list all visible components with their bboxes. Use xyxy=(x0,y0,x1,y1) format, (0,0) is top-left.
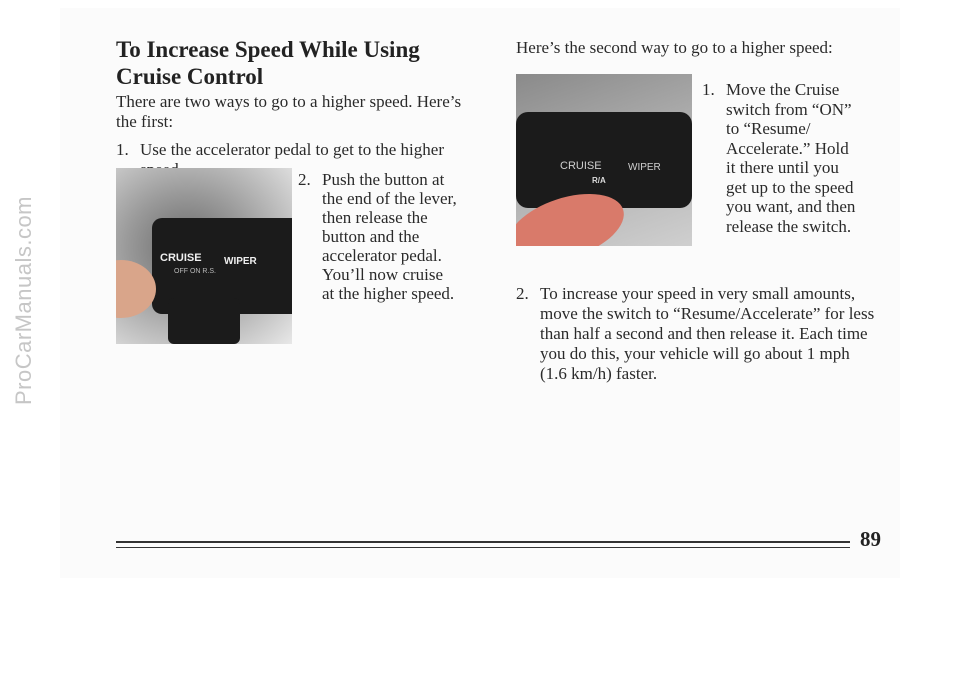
step-number: 1. xyxy=(702,80,715,99)
thumb xyxy=(116,260,156,318)
right-intro: Here’s the second way to go to a higher speed: xyxy=(516,38,833,57)
step-number: 2. xyxy=(516,284,529,303)
step-number: 1. xyxy=(116,140,129,159)
lever-body xyxy=(516,112,692,208)
cruise-lever-photo-2 xyxy=(516,74,692,246)
page-number: 89 xyxy=(860,527,881,551)
ra-label: R/A xyxy=(592,176,606,185)
cruise-label: CRUISE xyxy=(160,252,202,264)
right-step-1 xyxy=(702,80,862,236)
intro-paragraph: There are two ways to go to a higher speed. Here’s the first: xyxy=(116,92,462,131)
wiper-label: WIPER xyxy=(628,162,661,173)
step-text: Use the accelerator pedal to get to the higher xyxy=(140,140,444,159)
step-text: Move the Cruise switch from “ON” to “Resume/ Accelerate.” Hold it there until you get up to the speed you want, and then release the switch. xyxy=(726,80,856,236)
step-text: To increase your speed in very small amounts, move the switch to “Resume/Accelerate” for less than half a second and then release it. Each time you do this, your vehicle will go about 1 mph (1.6 km/h) faster. xyxy=(540,284,875,383)
footer-rule xyxy=(116,541,850,543)
left-step-2 xyxy=(298,170,458,303)
section-heading: To Increase Speed While Using Cruise Control xyxy=(116,37,420,89)
right-step-2 xyxy=(516,284,876,384)
wiper-label: WIPER xyxy=(224,256,257,267)
step-text: Push the button at the end of the lever, then release the button and the accelerator pedal. You’ll now cruise at the higher speed. xyxy=(322,170,457,303)
watermark: ProCarManuals.com xyxy=(11,195,36,405)
cruise-label: CRUISE xyxy=(560,160,602,172)
cruise-lever-photo-1 xyxy=(116,168,292,344)
lever-end-button xyxy=(168,298,240,344)
off-on-label: OFF ON R.S. xyxy=(174,268,216,275)
step-number: 2. xyxy=(298,170,311,189)
footer-rule-thin xyxy=(116,547,850,548)
